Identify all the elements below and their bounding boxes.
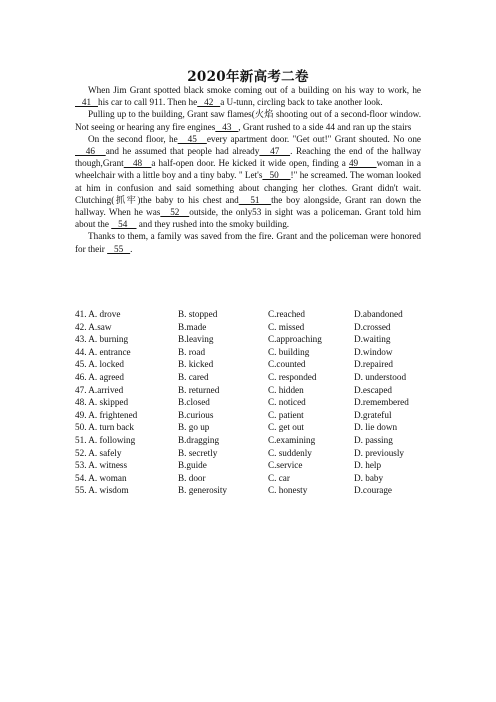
option-choice: C. noticed <box>268 397 306 408</box>
option-choice: C. car <box>268 472 290 483</box>
option-choice: D. passing <box>354 434 393 445</box>
blank-number: 49 <box>348 158 377 169</box>
blank-number: 43 <box>215 121 239 132</box>
option-row <box>75 447 421 460</box>
option-choice: 49. A. frightened <box>75 409 138 420</box>
option-choice: B. generosity <box>178 485 227 496</box>
option-choice: 42. A.saw <box>75 321 112 332</box>
option-choice: 50. A. turn back <box>75 422 134 433</box>
option-choice: B. go up <box>178 422 210 433</box>
option-choice: C. suddenly <box>268 447 312 458</box>
blank-number: 54 <box>111 219 137 230</box>
option-choice: B. secretly <box>178 447 218 458</box>
passage-paragraph <box>75 230 421 254</box>
blank-number: 50 <box>262 170 291 181</box>
passage-text: and they rushed into the smoky building. <box>136 219 290 230</box>
option-choice: D.waiting <box>354 334 391 345</box>
option-choice: 44. A. entrance <box>75 346 131 357</box>
option-choice: 41. A. drove <box>75 309 121 319</box>
option-choice: D.repaired <box>354 359 394 370</box>
option-choice: B.dragging <box>178 434 220 445</box>
option-row <box>75 421 421 434</box>
option-choice: D.remembered <box>354 397 409 408</box>
option-row <box>75 396 421 409</box>
answer-options <box>75 308 421 497</box>
option-choice: D. lie down <box>354 422 398 433</box>
option-choice: 51. A. following <box>75 434 136 445</box>
option-choice: C. hidden <box>268 384 304 395</box>
option-choice: D. help <box>354 460 382 471</box>
option-row <box>75 384 421 397</box>
option-choice: B.leaving <box>178 334 214 345</box>
passage-text: When Jim Grant spotted black smoke coming out of a building on his way to work, he <box>88 85 421 95</box>
passage-text: Thanks to them, a family was saved from the fire. Grant and the policeman were honored for their <box>75 231 421 254</box>
option-choice: D.courage <box>354 485 393 496</box>
option-row <box>75 409 421 422</box>
passage-text: every apartment door. "Get out!" Grant shouted. No one <box>206 133 421 144</box>
option-choice: C.examining <box>268 434 316 445</box>
passage-text: . Reaching the end of the hallway though,Grant <box>75 146 422 169</box>
option-choice: C. honesty <box>268 485 308 496</box>
passage-text: and he assumed that people had already <box>105 146 260 157</box>
option-choice: 43. A. burning <box>75 334 129 345</box>
passage-text: his car to call 911. Then he <box>97 97 198 108</box>
option-choice: C.approaching <box>268 334 322 345</box>
option-choice: B.closed <box>178 397 210 408</box>
option-choice: D.grateful <box>354 409 392 420</box>
option-choice: C.counted <box>268 359 306 370</box>
option-choice: B. road <box>178 346 206 357</box>
option-row <box>75 346 421 359</box>
option-choice: D. baby <box>354 472 384 483</box>
option-choice: 45. A. locked <box>75 359 124 370</box>
passage-text: woman in a wheelchair with a little boy and a tiny baby. " Let's <box>75 158 421 181</box>
option-choice: B. door <box>178 472 206 483</box>
option-choice: C. missed <box>268 321 305 332</box>
option-choice: 53. A. witness <box>75 460 128 471</box>
passage-paragraph <box>75 108 421 132</box>
option-choice: C. patient <box>268 409 304 420</box>
option-choice: B.guide <box>178 460 207 471</box>
option-row <box>75 333 421 346</box>
option-choice: B.curious <box>178 409 214 420</box>
option-choice: D. previously <box>354 447 405 458</box>
blank-number: 48 <box>123 158 152 169</box>
option-choice: D. understood <box>354 371 407 382</box>
option-row <box>75 484 421 497</box>
option-choice: B. cared <box>178 371 209 382</box>
option-row <box>75 358 421 371</box>
passage-paragraph <box>75 133 421 231</box>
passage <box>75 84 421 255</box>
option-row <box>75 434 421 447</box>
option-choice: B. stopped <box>178 309 218 319</box>
passage-text: outside, the only53 in sight was a policeman. Grant told him about the <box>75 207 422 230</box>
blank-number: 52 <box>160 207 190 218</box>
passage-text: the boy alongside, Grant ran down the hallway. When he was <box>75 194 422 218</box>
blank-number: 41 <box>75 97 98 108</box>
option-choice: C. building <box>268 346 310 357</box>
option-choice: 48. A. skipped <box>75 397 129 408</box>
option-choice: 52. A. safely <box>75 447 122 458</box>
option-choice: 55. A. wisdom <box>75 485 129 496</box>
option-row <box>75 371 421 384</box>
option-choice: C. responded <box>268 371 317 382</box>
option-choice: D.escaped <box>354 384 393 395</box>
option-choice: C.reached <box>268 309 305 319</box>
passage-text: !" he screamed. The woman looked at him in confusion and said something about changing her clothes. Grant didn't wait. Clutching(抓牢)the baby to his chest and <box>75 170 421 205</box>
option-choice: 46. A. agreed <box>75 371 124 382</box>
passage-text: , Grant rushed to a side 44 and ran up the stairs <box>238 121 412 132</box>
passage-text: a half-open door. He kicked it wide open, finding a <box>151 158 349 169</box>
option-choice: D.window <box>354 346 393 357</box>
option-choice: D.crossed <box>354 321 391 332</box>
option-choice: D.abandoned <box>354 309 403 319</box>
blank-number: 42 <box>197 97 221 108</box>
option-choice: C. get out <box>268 422 304 433</box>
option-row <box>75 459 421 472</box>
passage-text: . <box>130 243 133 254</box>
option-choice: B.made <box>178 321 207 332</box>
option-choice: 54. A. woman <box>75 472 127 483</box>
option-choice: B. kicked <box>178 359 214 370</box>
blank-number: 45 <box>177 133 207 144</box>
option-row <box>75 308 421 321</box>
option-choice: B. returned <box>178 384 220 395</box>
blank-number: 55 <box>107 243 131 254</box>
blank-number: 51 <box>238 194 272 205</box>
blank-number: 46 <box>75 146 106 157</box>
option-choice: 47. A.arrived <box>75 384 124 395</box>
passage-paragraph <box>75 84 421 108</box>
passage-text: Pulling up to the building, Grant saw flames(火焰 shooting out of a second-floor window. Not seeing or hearing any fire engines <box>75 109 421 132</box>
document-title: 2020年新高考二卷 <box>187 69 309 85</box>
passage-text: On the second floor, he <box>88 133 178 144</box>
blank-number: 47 <box>259 146 291 157</box>
passage-text: a U-tunn, circling back to take another look. <box>220 97 383 108</box>
option-choice: C.service <box>268 460 303 471</box>
option-row <box>75 321 421 334</box>
option-row <box>75 472 421 485</box>
